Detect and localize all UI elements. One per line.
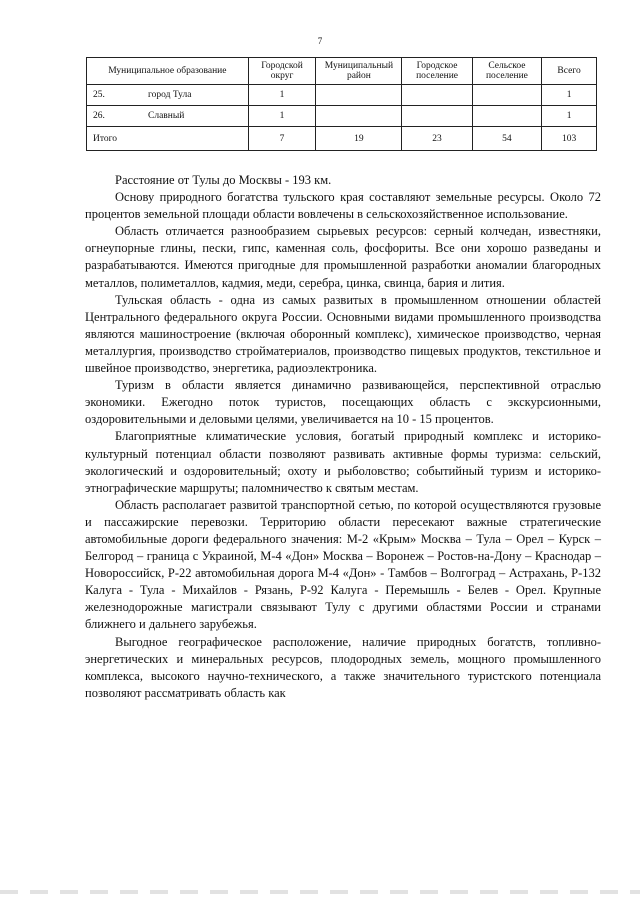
municipality-name: Славный (148, 111, 185, 121)
table-row (87, 106, 597, 127)
table-row (87, 85, 597, 106)
urban-settlement-cell (402, 106, 472, 127)
grand-total: 103 (542, 127, 597, 151)
header-municipality: Муниципальное образование (87, 58, 249, 85)
header-total: Всего (542, 58, 597, 85)
scan-edge-artifact (0, 890, 640, 894)
urban-district-cell: 1 (248, 106, 316, 127)
rural-settlement-total: 54 (472, 127, 541, 151)
paragraph-land-resources: Основу природного богатства тульского края составляют земельные ресурсы. Около 72 процентов земельной площади области вовлечены в сельскохозяйственное использование. (85, 190, 601, 222)
municipal-table (86, 57, 597, 151)
total-cell: 1 (542, 85, 597, 106)
header-urban-district: Городской округ (248, 58, 316, 85)
urban-settlement-total: 23 (402, 127, 472, 151)
total-cell: 1 (542, 106, 597, 127)
document-body (85, 172, 601, 702)
paragraph-transport: Область располагает развитой транспортной сетью, по которой осуществляются грузовые и пассажирские перевозки. Территорию области пересекают важные стратегические автомобильные дороги федерального значения: М-2 «Крым» Москва – Тула – Орел – Курск – Белгород – граница с Украиной, М-4 «Дон» Москва – Воронеж – Ростов-на-Дону – Краснодар – Новороссийск, Р-22 автомобильная дорога М-4 «Дон» - Тамбов – Волгоград – Астрахань, Р-132 Калуга - Тула - Михайлов - Рязань, Р-92 Калуга - Перемышль - Белев - Орел. Крупные железнодорожные магистрали связывают Тулу с другими областями России и странами ближнего и дальнего зарубежья. (85, 497, 601, 632)
municipality-cell (87, 106, 249, 127)
table-total-row (87, 127, 597, 151)
row-number: 25. (93, 90, 105, 100)
urban-district-cell: 1 (248, 85, 316, 106)
municipal-district-cell (316, 85, 402, 106)
rural-settlement-cell (472, 106, 541, 127)
paragraph-industry: Тульская область - одна из самых развитых в промышленном отношении областей Центрального федерального округа России. Основными видами промышленного производства являются машиностроение (включая оборонный комплекс), химическое производство, черная металлургия, производство стройматериалов, производство пищевых продуктов, текстильное и швейное производство, энергетика, радиоэлектроника. (85, 292, 601, 376)
municipality-name: город Тула (148, 90, 192, 100)
table-header-row (87, 58, 597, 85)
paragraph-distance: Расстояние от Тулы до Москвы - 193 км. (115, 173, 332, 187)
row-number: 26. (93, 111, 105, 121)
rural-settlement-cell (472, 85, 541, 106)
municipal-district-total: 19 (316, 127, 402, 151)
paragraph-tourism-forms: Благоприятные климатические условия, богатый природный комплекс и историко-культурный потенциал области позволяют развивать активные формы туризма: сельский, экологический и оздоровительный; охоту и рыболовство; событийный туризм и историко-этнографические маршруты; паломничество к святым местам. (85, 429, 601, 495)
urban-district-total: 7 (248, 127, 316, 151)
total-label: Итого (87, 127, 249, 151)
municipal-district-cell (316, 106, 402, 127)
paragraph-tourism: Туризм в области является динамично развивающейся, перспективной отраслью экономики. Ежегодно поток туристов, посещающих область с экскурсионными, оздоровительными и деловыми целями, увеличивается на 10 - 15 процентов. (85, 378, 601, 427)
paragraph-potential: Выгодное географическое расположение, наличие природных богатств, топливно-энергетических и минеральных ресурсов, плодородных земель, мощного промышленного комплекса, высокого научно-технического, а также значительного туристского потенциала позволяют рассматривать область как (85, 634, 601, 700)
header-urban-settlement: Городское поселение (402, 58, 472, 85)
page-number: 7 (317, 36, 323, 46)
urban-settlement-cell (402, 85, 472, 106)
paragraph-raw-materials: Область отличается разнообразием сырьевых ресурсов: серный колчедан, известняки, огнеупорные глины, пески, гипс, каменная соль, фосфориты. Все они хорошо разведаны и разрабатываются. Имеются пригодные для промышленной разработки аномалии благородных металлов, полиметаллов, кадмия, меди, серебра, цинка, свинца, бария и лития. (85, 224, 601, 290)
header-municipal-district: Муниципальный район (316, 58, 402, 85)
municipality-cell (87, 85, 249, 106)
header-rural-settlement: Сельское поселение (472, 58, 541, 85)
